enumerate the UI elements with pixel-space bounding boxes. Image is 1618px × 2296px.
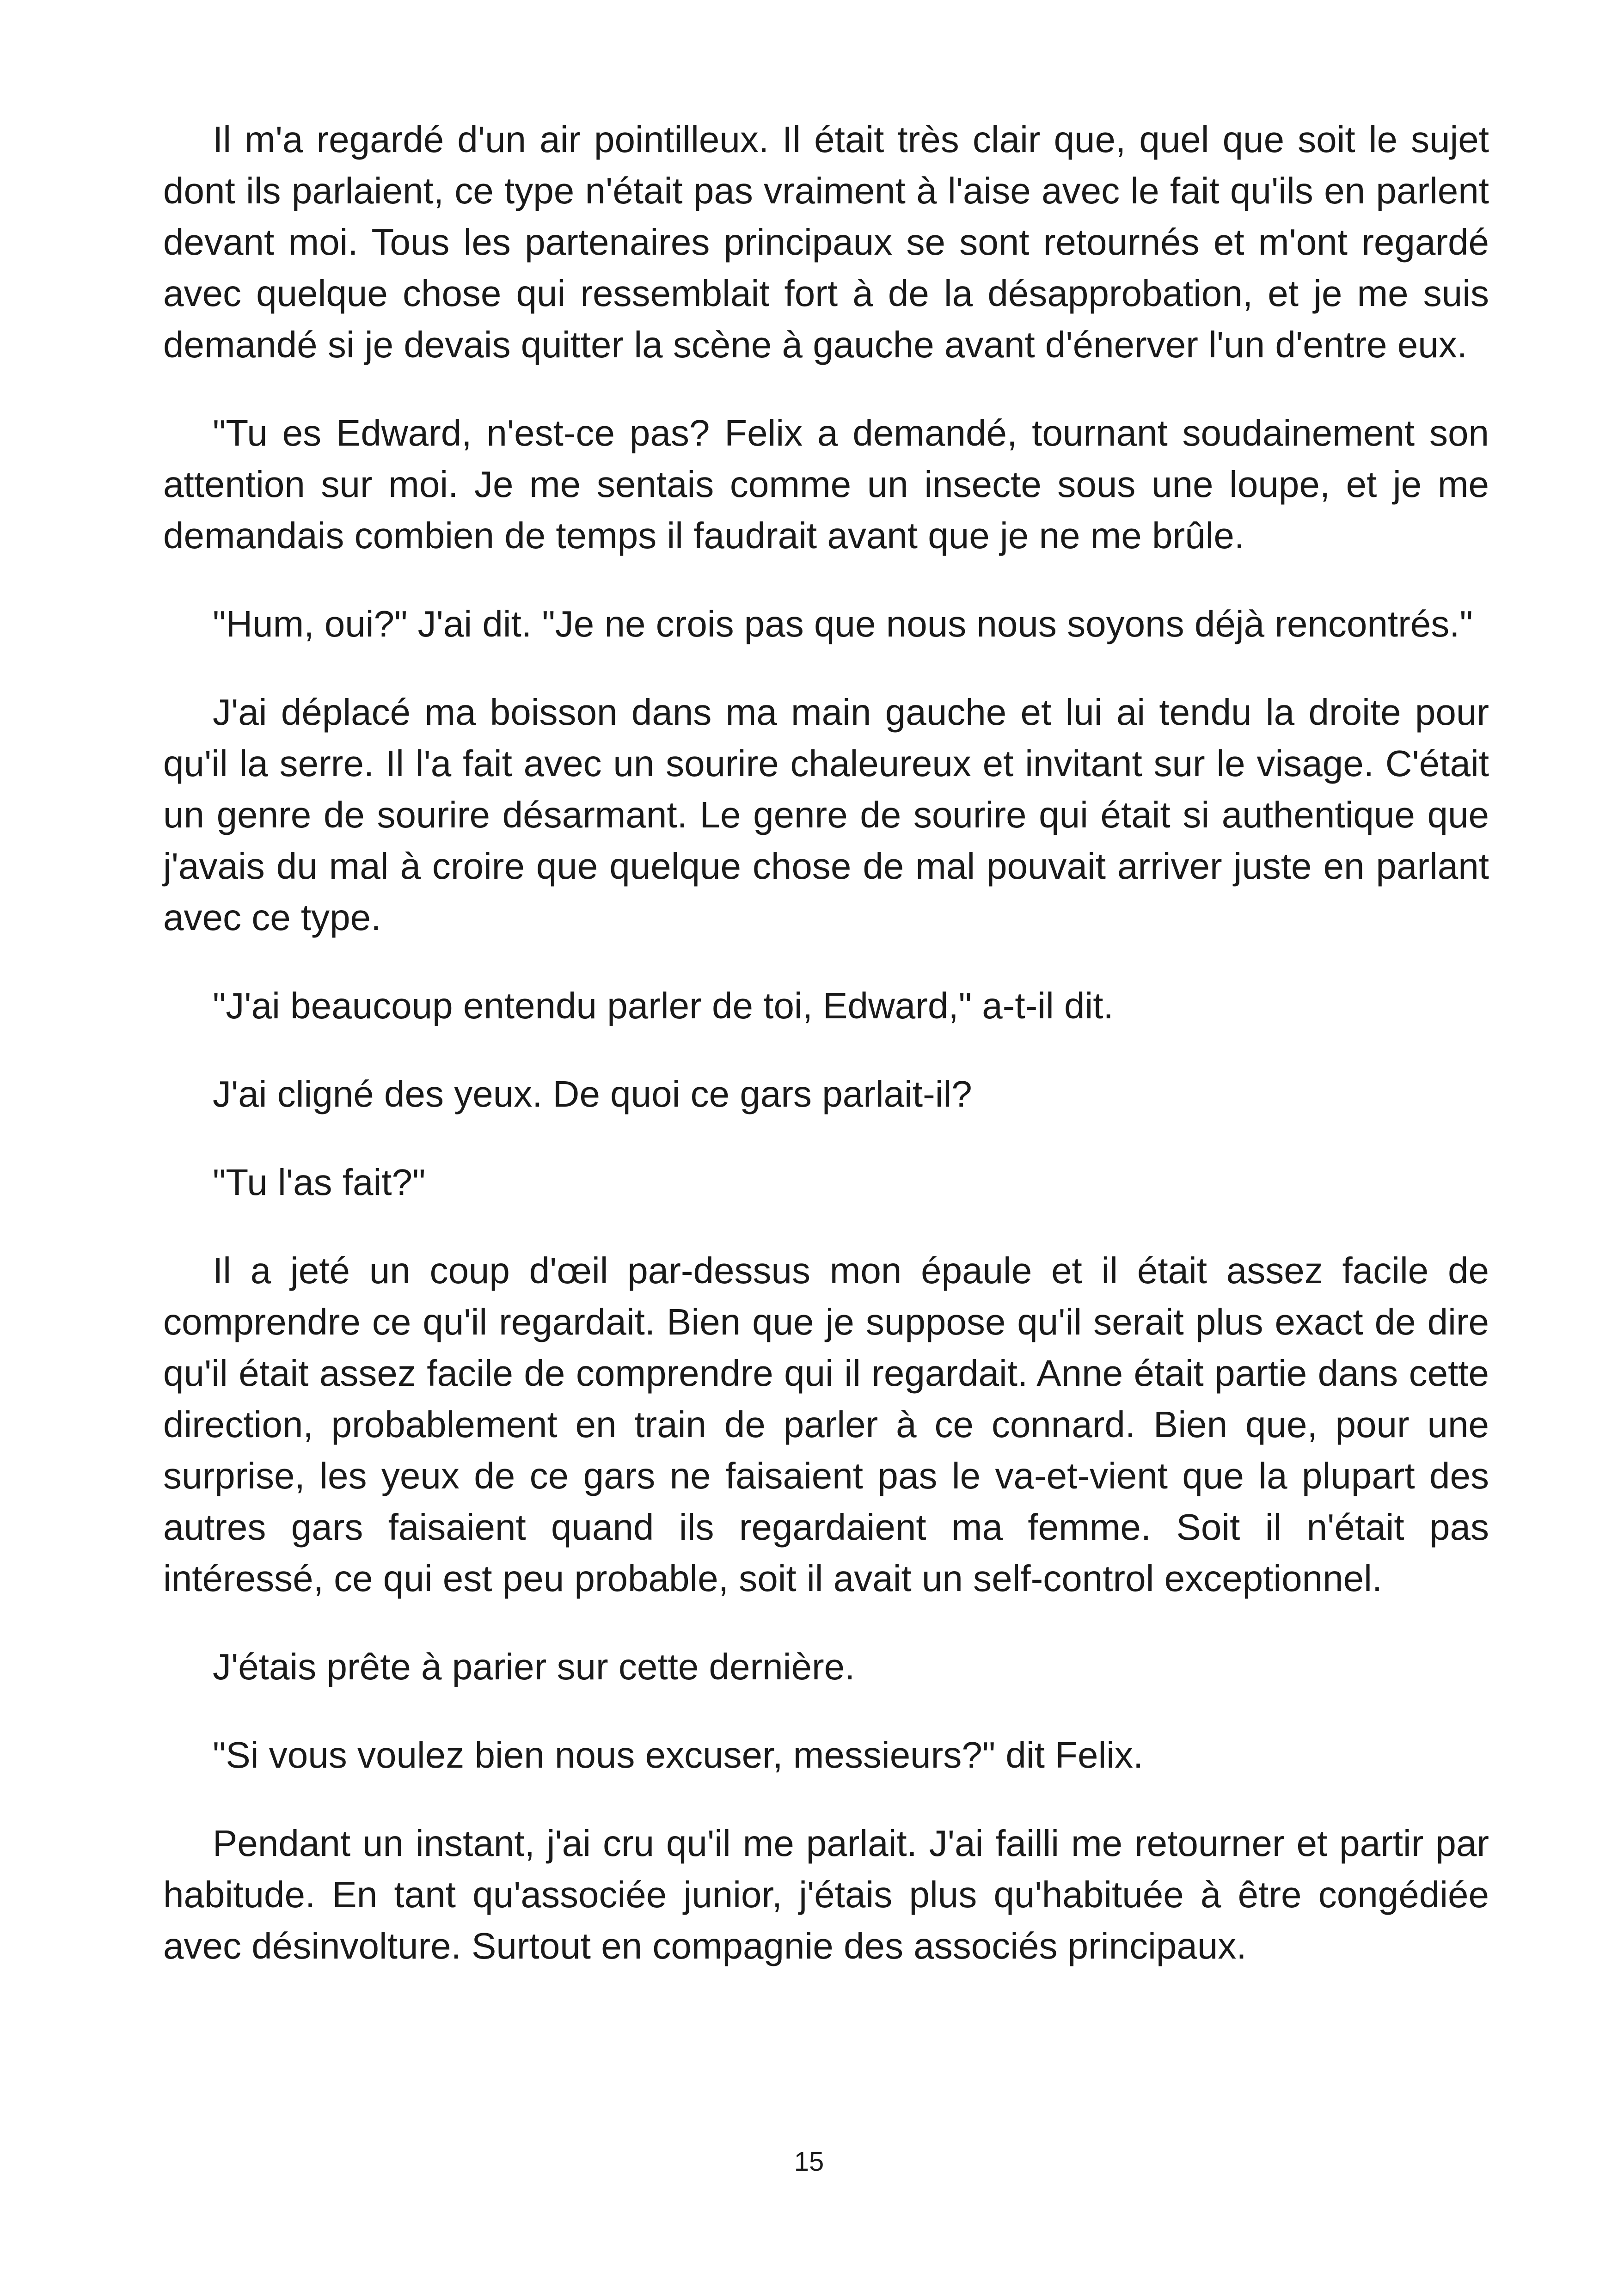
paragraph: J'étais prête à parier sur cette dernière. xyxy=(213,1646,855,1687)
paragraph: "Si vous voulez bien nous excuser, messieurs?" dit Felix. xyxy=(213,1734,1144,1776)
paragraph: Il a jeté un coup d'œil par-dessus mon épaule et il était assez facile de comprendre ce qu'il regardait. Bien que je suppose qu'il serait plus exact de dire qu'il était assez facile de comprendre qui il regardait. Anne était partie dans cette direction, probablement en train de parler à ce connard. Bien que, pour une surprise, les yeux de ce gars ne faisaient pas le va-et-vient que la plupart des autres gars faisaient quand ils regardaient ma femme. Soit il n'était pas intéressé, ce qui est peu probable, soit il avait un self-control exceptionnel. xyxy=(163,1250,1489,1599)
paragraph: Il m'a regardé d'un air pointilleux. Il était très clair que, quel que soit le sujet dont ils parlaient, ce type n'était pas vraiment à l'aise avec le fait qu'ils en parlent devant moi. Tous les partenaires principaux se sont retournés et m'ont regardé avec quelque chose qui ressemblait fort à de la désapprobation, et je me suis demandé si je devais quitter la scène à gauche avant d'énerver l'un d'entre eux. xyxy=(163,119,1489,365)
paragraph: "Hum, oui?" J'ai dit. "Je ne crois pas que nous nous soyons déjà rencontrés." xyxy=(213,603,1473,644)
paragraph: "Tu l'as fait?" xyxy=(213,1162,426,1203)
paragraph: J'ai déplacé ma boisson dans ma main gauche et lui ai tendu la droite pour qu'il la serre. Il l'a fait avec un sourire chaleureux et invitant sur le visage. C'était un genre de sourire désarmant. Le genre de sourire qui était si authentique que j'avais du mal à croire que quelque chose de mal pouvait arriver juste en parlant avec ce type. xyxy=(163,692,1489,938)
page-number: 15 xyxy=(794,2147,824,2177)
paragraph: Pendant un instant, j'ai cru qu'il me parlait. J'ai failli me retourner et partir par habitude. En tant qu'associée junior, j'étais plus qu'habituée à être congédiée avec désinvolture. Surtout en compagnie des associés principaux. xyxy=(163,1823,1489,1966)
body-text xyxy=(163,114,1489,1971)
paragraph: "J'ai beaucoup entendu parler de toi, Edward," a-t-il dit. xyxy=(213,985,1114,1026)
paragraph: "Tu es Edward, n'est-ce pas? Felix a demandé, tournant soudainement son attention sur moi. Je me sentais comme un insecte sous une loupe, et je me demandais combien de temps il faudrait avant que je ne me brûle. xyxy=(163,412,1489,556)
paragraph: J'ai cligné des yeux. De quoi ce gars parlait-il? xyxy=(213,1073,972,1114)
